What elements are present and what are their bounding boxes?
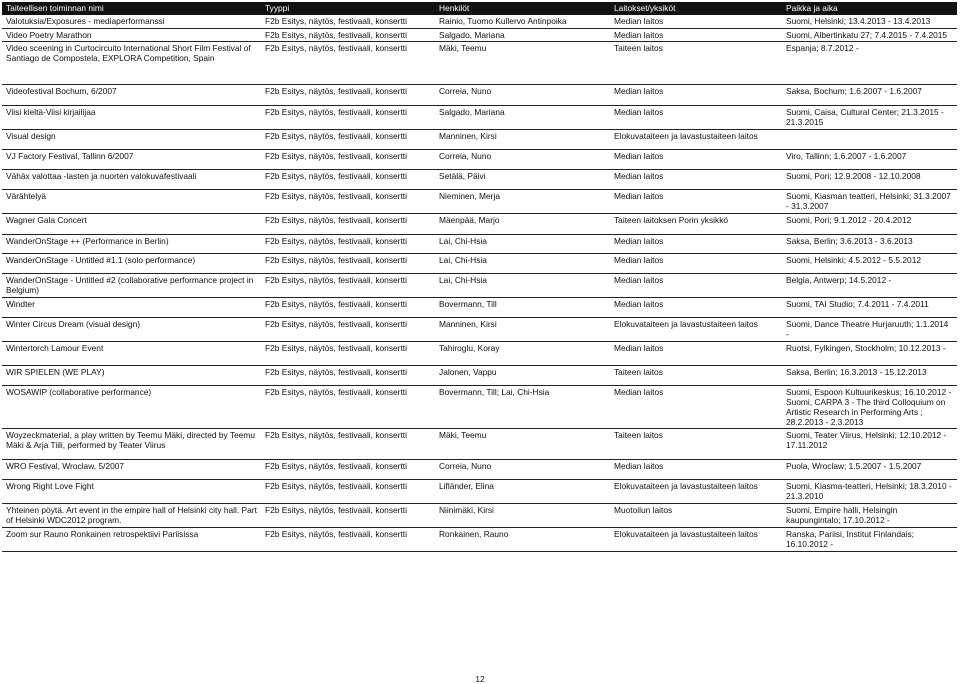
table-row bbox=[2, 129, 957, 149]
cell-name: Visual design bbox=[6, 130, 56, 141]
cell-name: Zoom sur Rauno Ronkainen retrospektiivi Pariisissa bbox=[6, 528, 199, 539]
cell-unit: Elokuvataiteen ja lavastustaiteen laitos bbox=[614, 480, 758, 491]
table-row bbox=[2, 273, 957, 297]
cell-unit: Taiteen laitos bbox=[614, 429, 663, 440]
cell-place-time: Suomi, TAI Studio; 7.4.2011 - 7.4.2011 bbox=[786, 298, 929, 309]
cell-persons: Salgado, Mariana bbox=[439, 106, 505, 117]
cell-place-time: Ruotsi, Fylkingen, Stockholm; 10.12.2013 - bbox=[786, 342, 946, 353]
cell-type: F2b Esitys, näytös, festivaali, konsertti bbox=[265, 366, 407, 377]
cell-persons: Bovermann, Till bbox=[439, 298, 497, 309]
cell-unit: Median laitos bbox=[614, 274, 664, 285]
cell-unit: Taiteen laitos bbox=[614, 42, 663, 53]
results-table bbox=[2, 2, 957, 552]
column-header-units: Laitokset/yksiköt bbox=[610, 2, 782, 15]
cell-name: Windter bbox=[6, 298, 35, 309]
cell-place-time: Suomi, Helsinki; 4.5.2012 - 5.5.2012 bbox=[786, 254, 922, 265]
cell-unit: Median laitos bbox=[614, 170, 664, 181]
cell-unit: Elokuvataiteen ja lavastustaiteen laitos bbox=[614, 318, 758, 329]
cell-name: Värähtelyä bbox=[6, 190, 47, 201]
table-row bbox=[2, 28, 957, 41]
table-row bbox=[2, 41, 957, 84]
table-row bbox=[2, 527, 957, 551]
table-header-row bbox=[2, 2, 957, 15]
cell-type: F2b Esitys, näytös, festivaali, konsertti bbox=[265, 460, 407, 471]
cell-type: F2b Esitys, näytös, festivaali, konsertti bbox=[265, 150, 407, 161]
cell-name: WIR SPIELEN (WE PLAY) bbox=[6, 366, 105, 377]
page-number: 12 bbox=[475, 674, 485, 684]
cell-name: Winter Circus Dream (visual design) bbox=[6, 318, 141, 329]
cell-persons: Manninen, Kirsi bbox=[439, 130, 497, 141]
cell-type: F2b Esitys, näytös, festivaali, konsertti bbox=[265, 170, 407, 181]
cell-place-time: Saksa, Berlin; 16.3.2013 - 15.12.2013 bbox=[786, 366, 927, 377]
cell-place-time: Suomi, Pori; 9.1.2012 - 20.4.2012 bbox=[786, 214, 912, 225]
cell-unit: Median laitos bbox=[614, 298, 664, 309]
cell-type: F2b Esitys, näytös, festivaali, konsertti bbox=[265, 342, 407, 353]
table-row bbox=[2, 213, 957, 234]
cell-place-time: Ranska, Pariisi, Institut Finlandais; 16.10.2012 - bbox=[786, 528, 915, 549]
cell-place-time: Suomi, Kiasman teatteri, Helsinki; 31.3.2007 - 31.3.2007 bbox=[786, 190, 951, 211]
cell-place-time: Belgia, Antwerp; 14.5.2012 - bbox=[786, 274, 892, 285]
table-row bbox=[2, 341, 957, 365]
cell-name: VJ Factory Festival, Tallinn 6/2007 bbox=[6, 150, 134, 161]
cell-place-time: Espanja; 8.7.2012 - bbox=[786, 42, 859, 53]
table-row bbox=[2, 385, 957, 428]
cell-type: F2b Esitys, näytös, festivaali, konsertti bbox=[265, 274, 407, 285]
cell-persons: Mäki, Teemu bbox=[439, 429, 487, 440]
cell-place-time: Saksa, Bochum; 1.6.2007 - 1.6.2007 bbox=[786, 85, 922, 96]
cell-place-time: Suomi, Helsinki; 13.4.2013 - 13.4.2013 bbox=[786, 16, 931, 26]
cell-name: Wintertorch Lamour Event bbox=[6, 342, 104, 353]
cell-place-time: Viro, Tallinn; 1.6.2007 - 1.6.2007 bbox=[786, 150, 907, 161]
table-row bbox=[2, 84, 957, 105]
cell-persons: Salgado, Mariana bbox=[439, 29, 505, 40]
cell-unit: Taiteen laitoksen Porin yksikkö bbox=[614, 214, 729, 225]
cell-unit: Taiteen laitos bbox=[614, 366, 663, 377]
cell-name: WanderOnStage ++ (Performance in Berlin) bbox=[6, 235, 169, 246]
cell-place-time: Puola, Wroclaw; 1.5.2007 - 1.5.2007 bbox=[786, 460, 922, 471]
cell-type: F2b Esitys, näytös, festivaali, konsertti bbox=[265, 106, 407, 117]
cell-unit: Median laitos bbox=[614, 190, 664, 201]
cell-persons: Setälä, Päivi bbox=[439, 170, 486, 181]
table-row bbox=[2, 105, 957, 129]
cell-persons: Tahiroglu, Koray bbox=[439, 342, 500, 353]
cell-persons: Lai, Chi-Hsia bbox=[439, 254, 487, 265]
cell-place-time: Suomi, Empire halli, Helsingin kaupungintalo; 17.10.2012 - bbox=[786, 504, 898, 525]
cell-place-time: Suomi, Albertinkatu 27; 7.4.2015 - 7.4.2015 bbox=[786, 29, 948, 40]
cell-name: Wagner Gala Concert bbox=[6, 214, 87, 225]
cell-unit: Median laitos bbox=[614, 460, 664, 471]
cell-place-time: Suomi, Kiasma-teatteri, Helsinki; 18.3.2010 - 21.3.2010 bbox=[786, 480, 952, 501]
cell-name: Video Poetry Marathon bbox=[6, 29, 92, 40]
cell-name: Viisi kieltä-Viisi kirjailijaa bbox=[6, 106, 96, 117]
cell-type: F2b Esitys, näytös, festivaali, konsertti bbox=[265, 429, 407, 440]
cell-persons: Lai, Chi-Hsia bbox=[439, 274, 487, 285]
table-row bbox=[2, 365, 957, 385]
cell-unit: Median laitos bbox=[614, 16, 664, 26]
cell-persons: Rainio, Tuomo Kullervo Antinpoika bbox=[439, 16, 567, 26]
table-row bbox=[2, 428, 957, 459]
cell-unit: Muotoilun laitos bbox=[614, 504, 673, 515]
cell-unit: Median laitos bbox=[614, 29, 664, 40]
table-row bbox=[2, 253, 957, 273]
cell-persons: Bovermann, Till; Lai, Chi-Hsia bbox=[439, 386, 550, 397]
cell-unit: Median laitos bbox=[614, 235, 664, 246]
cell-unit: Median laitos bbox=[614, 106, 664, 117]
cell-persons: Nieminen, Merja bbox=[439, 190, 500, 201]
cell-unit: Median laitos bbox=[614, 342, 664, 353]
cell-place-time: Suomi, Pori; 12.9.2008 - 12.10.2008 bbox=[786, 170, 921, 181]
cell-persons: Correia, Nuno bbox=[439, 150, 492, 161]
cell-name: Woyzeckmaterial, a play written by Teemu Mäki, directed by Teemu Mäki & Arja Tiili, performed by Teater Viirus bbox=[6, 429, 256, 450]
cell-name: WanderOnStage - Untitled #2 (collaborative performance project in Belgium) bbox=[6, 274, 254, 295]
cell-unit: Median laitos bbox=[614, 386, 664, 397]
table-row bbox=[2, 503, 957, 527]
cell-type: F2b Esitys, näytös, festivaali, konsertti bbox=[265, 504, 407, 515]
cell-name: Video sceening in Curtocircuito International Short Film Festival of Santiago de Compostela, EXPLORA Competition, Spain bbox=[6, 42, 251, 63]
cell-place-time: Suomi, Caisa, Cultural Center; 21.3.2015 - 21.3.2015 bbox=[786, 106, 944, 127]
cell-name: Videofestival Bochum, 6/2007 bbox=[6, 85, 117, 96]
cell-place-time: Suomi, Espoon Kultuurikeskus; 16.10.2012 - Suomi, CARPA 3 - The third Colloquium on Artistic Research in Performing Arts ; 28.2.2013 - 2.3.2013 bbox=[786, 386, 952, 427]
cell-place-time: Suomi, Teater Viirus, Helsinki; 12.10.2012 - 17.11.2012 bbox=[786, 429, 947, 450]
cell-unit: Elokuvataiteen ja lavastustaiteen laitos bbox=[614, 130, 758, 141]
column-header-persons: Henkilöt bbox=[435, 2, 610, 15]
table-row bbox=[2, 234, 957, 253]
cell-type: F2b Esitys, näytös, festivaali, konsertti bbox=[265, 42, 407, 53]
table-row bbox=[2, 149, 957, 169]
table-row bbox=[2, 169, 957, 189]
cell-name: WanderOnStage - Untitled #1.1 (solo performance) bbox=[6, 254, 196, 265]
cell-name: WRO Festival, Wroclaw, 5/2007 bbox=[6, 460, 125, 471]
cell-name: WOSAWIP (collaborative performance) bbox=[6, 386, 152, 397]
cell-place-time: Suomi, Dance Theatre Hurjaruuth; 1.1.2014 - bbox=[786, 318, 949, 339]
column-header-place-time: Paikka ja aika bbox=[782, 2, 957, 15]
cell-persons: Ronkainen, Rauno bbox=[439, 528, 509, 539]
cell-name: Yhteinen pöytä. Art event in the empire hall of Helsinki city hall. Part of Helsinki WDC2012 program. bbox=[6, 504, 257, 525]
cell-name: Vähäx valottaa -lasten ja nuorten valokuvafestivaali bbox=[6, 170, 197, 181]
table-row bbox=[2, 317, 957, 341]
table-row bbox=[2, 479, 957, 503]
table-row bbox=[2, 15, 957, 28]
cell-place-time: Saksa, Berlin; 3.6.2013 - 3.6.2013 bbox=[786, 235, 913, 246]
cell-persons: Mäenpää, Marjo bbox=[439, 214, 500, 225]
cell-unit: Median laitos bbox=[614, 85, 664, 96]
column-header-name: Taiteellisen toiminnan nimi bbox=[2, 2, 261, 15]
cell-type: F2b Esitys, näytös, festivaali, konsertti bbox=[265, 386, 407, 397]
cell-type: F2b Esitys, näytös, festivaali, konsertti bbox=[265, 528, 407, 539]
table-row bbox=[2, 297, 957, 317]
cell-type: F2b Esitys, näytös, festivaali, konsertti bbox=[265, 298, 407, 309]
cell-type: F2b Esitys, näytös, festivaali, konsertti bbox=[265, 16, 407, 26]
cell-persons: Correia, Nuno bbox=[439, 85, 492, 96]
cell-persons: Jalonen, Vappu bbox=[439, 366, 497, 377]
cell-persons: Manninen, Kirsi bbox=[439, 318, 497, 329]
cell-type: F2b Esitys, näytös, festivaali, konsertti bbox=[265, 235, 407, 246]
cell-persons: Lai, Chi-Hsia bbox=[439, 235, 487, 246]
cell-type: F2b Esitys, näytös, festivaali, konsertti bbox=[265, 318, 407, 329]
cell-type: F2b Esitys, näytös, festivaali, konsertti bbox=[265, 214, 407, 225]
table-row bbox=[2, 189, 957, 213]
cell-unit: Elokuvataiteen ja lavastustaiteen laitos bbox=[614, 528, 758, 539]
cell-unit: Median laitos bbox=[614, 150, 664, 161]
column-header-type: Tyyppi bbox=[261, 2, 435, 15]
cell-type: F2b Esitys, näytös, festivaali, konsertti bbox=[265, 29, 407, 40]
cell-name: Valotuksia/Exposures - mediaperformanssi bbox=[6, 16, 165, 26]
cell-type: F2b Esitys, näytös, festivaali, konsertti bbox=[265, 190, 407, 201]
cell-unit: Median laitos bbox=[614, 254, 664, 265]
table-row bbox=[2, 459, 957, 479]
cell-persons: Correia, Nuno bbox=[439, 460, 492, 471]
cell-type: F2b Esitys, näytös, festivaali, konsertti bbox=[265, 480, 407, 491]
table-body bbox=[2, 15, 957, 551]
cell-place-time bbox=[782, 129, 957, 149]
cell-name: Wrong Right Love Fight bbox=[6, 480, 94, 491]
cell-type: F2b Esitys, näytös, festivaali, konsertti bbox=[265, 130, 407, 141]
cell-type: F2b Esitys, näytös, festivaali, konsertti bbox=[265, 85, 407, 96]
cell-persons: Lifländer, Elina bbox=[439, 480, 494, 491]
cell-type: F2b Esitys, näytös, festivaali, konsertti bbox=[265, 254, 407, 265]
cell-persons: Mäki, Teemu bbox=[439, 42, 487, 53]
cell-persons: Niinimäki, Kirsi bbox=[439, 504, 494, 515]
